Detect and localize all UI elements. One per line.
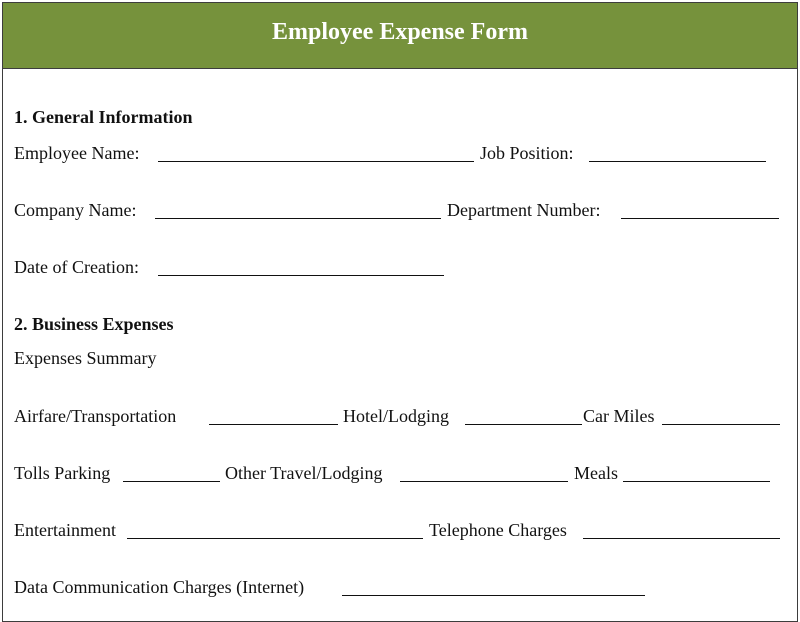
job-position-field[interactable] (589, 161, 766, 162)
airfare-transportation-label: Airfare/Transportation (14, 406, 177, 426)
company-name-label: Company Name: (14, 200, 137, 220)
tolls-parking-label: Tolls Parking (14, 463, 111, 483)
job-position-label: Job Position: (480, 143, 574, 163)
date-of-creation-field[interactable] (158, 275, 444, 276)
airfare-transportation-field[interactable] (209, 424, 338, 425)
hotel-lodging-field[interactable] (465, 424, 582, 425)
telephone-charges-label: Telephone Charges (429, 520, 567, 540)
employee-name-label: Employee Name: (14, 143, 140, 163)
data-communication-charges-label: Data Communication Charges (Internet) (14, 577, 305, 597)
date-of-creation-label: Date of Creation: (14, 257, 139, 277)
entertainment-label: Entertainment (14, 520, 116, 540)
tolls-parking-field[interactable] (123, 481, 220, 482)
department-number-label: Department Number: (447, 200, 601, 220)
form-header (3, 3, 797, 69)
expenses-summary-label: Expenses Summary (14, 348, 157, 368)
other-travel-lodging-field[interactable] (400, 481, 568, 482)
expense-form (2, 2, 798, 622)
employee-name-field[interactable] (158, 161, 474, 162)
telephone-charges-field[interactable] (583, 538, 780, 539)
meals-label: Meals (574, 463, 618, 483)
company-name-field[interactable] (155, 218, 441, 219)
meals-field[interactable] (623, 481, 770, 482)
hotel-lodging-label: Hotel/Lodging (343, 406, 449, 426)
data-communication-charges-field[interactable] (342, 595, 645, 596)
entertainment-field[interactable] (127, 538, 423, 539)
department-number-field[interactable] (621, 218, 779, 219)
section-general-information-heading: 1. General Information (14, 107, 193, 127)
car-miles-label: Car Miles (583, 406, 655, 426)
form-title: Employee Expense Form (272, 19, 528, 45)
car-miles-field[interactable] (662, 424, 780, 425)
other-travel-lodging-label: Other Travel/Lodging (225, 463, 383, 483)
section-business-expenses-heading: 2. Business Expenses (14, 314, 174, 334)
